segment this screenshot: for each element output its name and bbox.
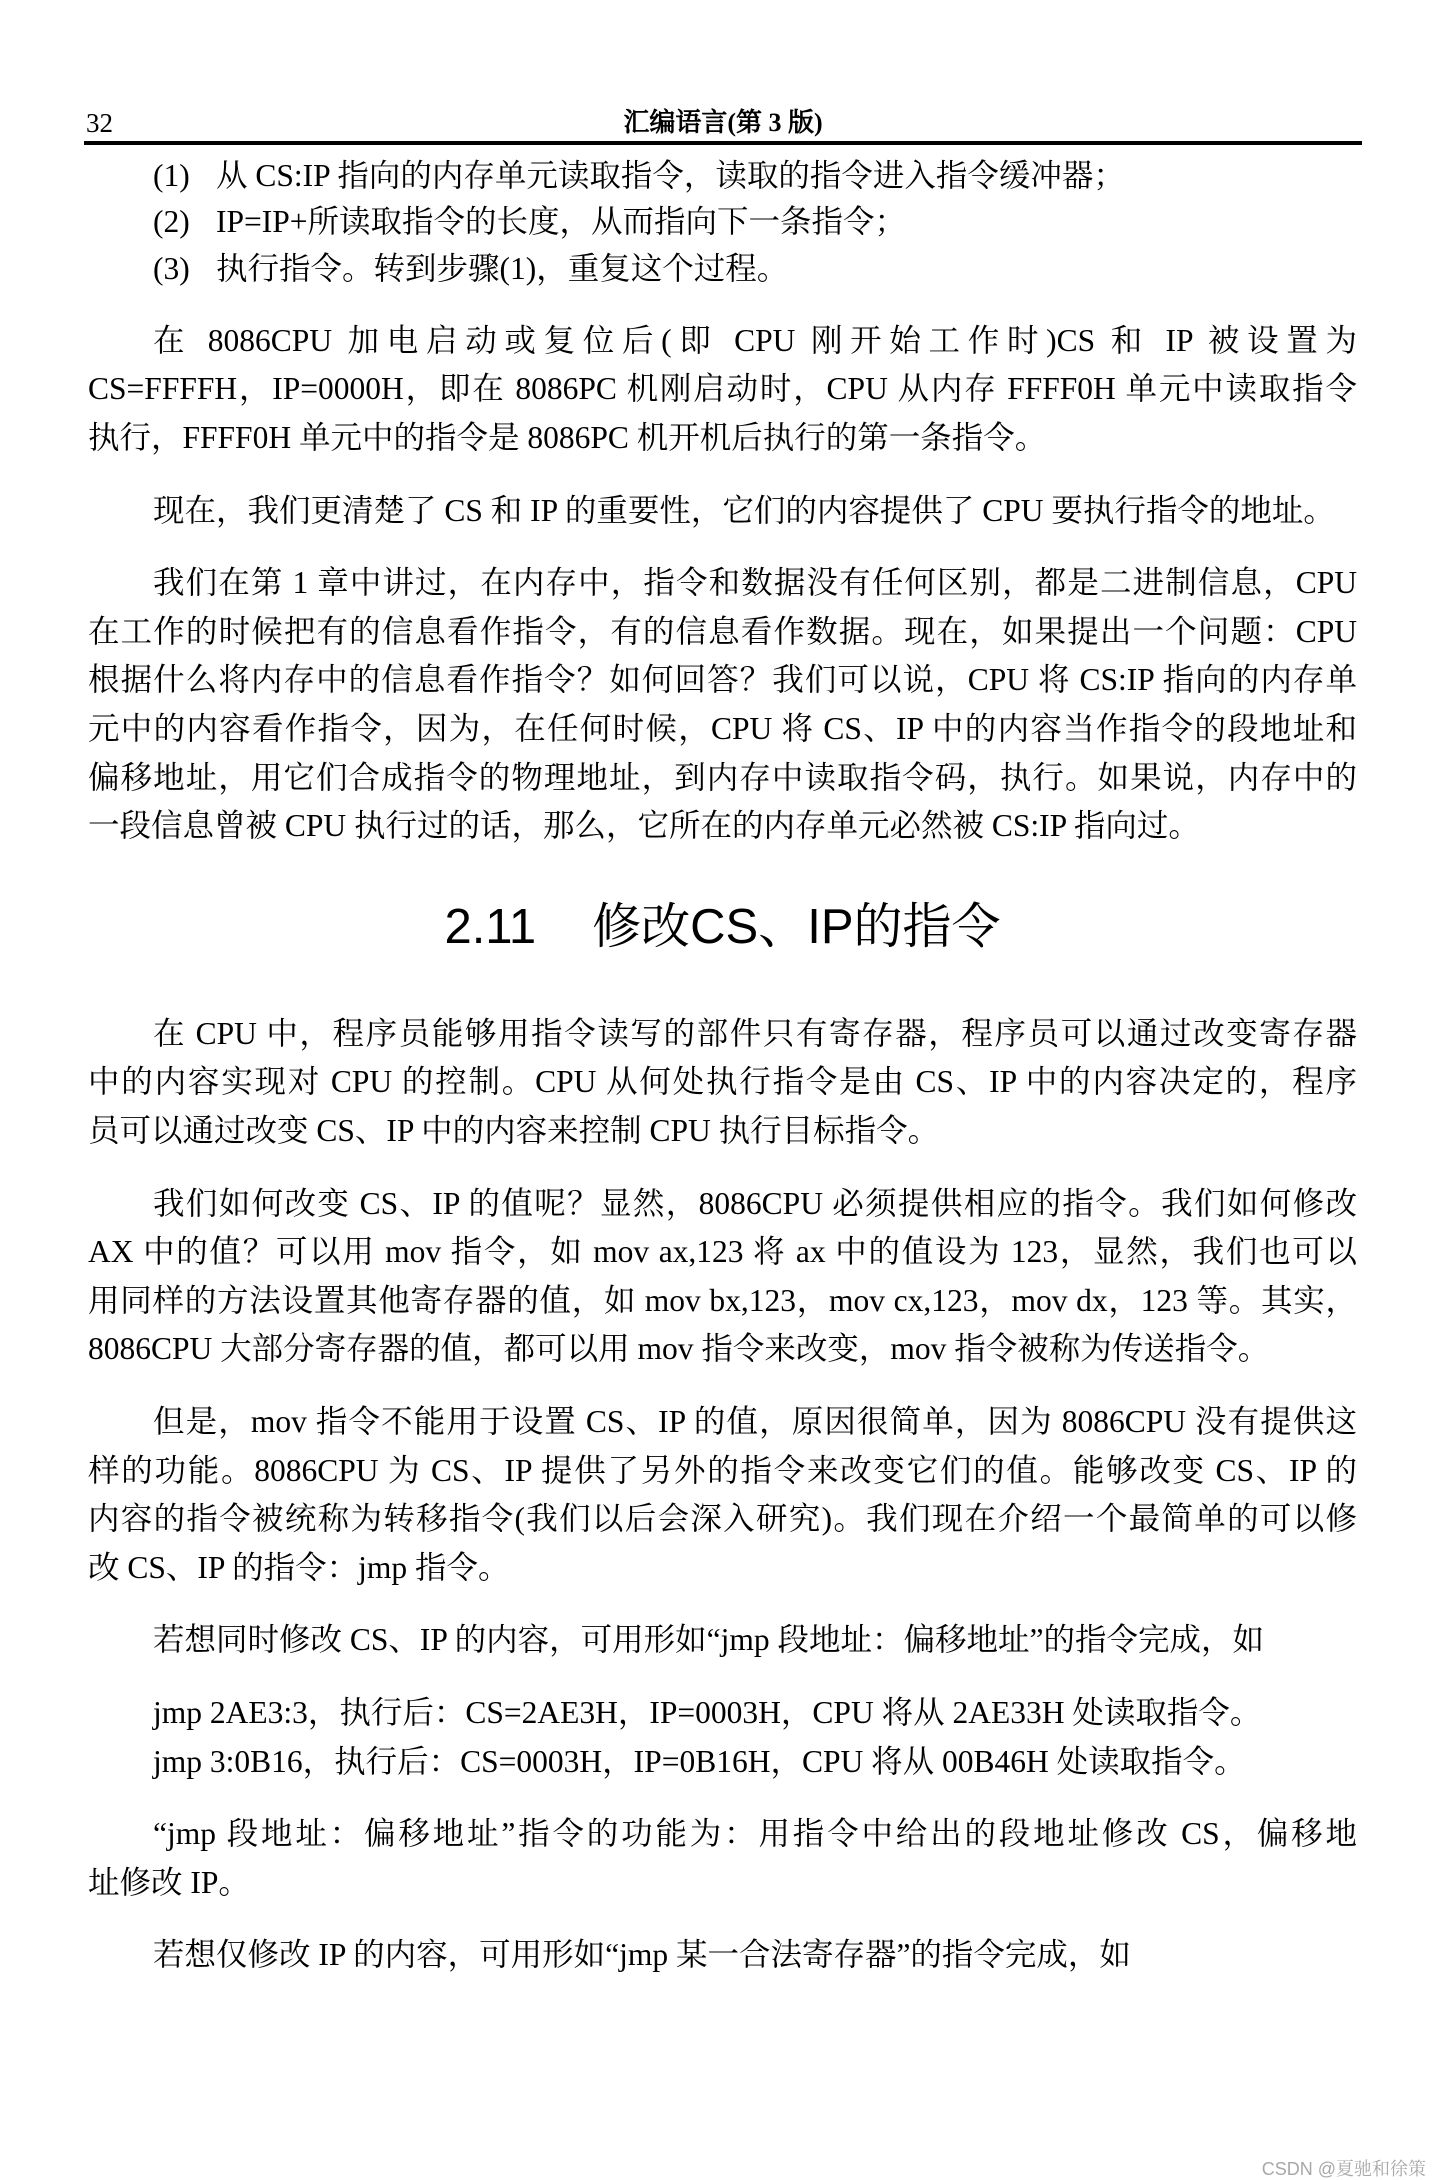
step-text: 执行指令。转到步骤(1)，重复这个过程。 [216,251,789,287]
text-line: 改 CS、IP 的指令：jmp 指令。 [88,1549,510,1585]
text-line: 在 CPU 中，程序员能够用指令读写的部件只有寄存器，程序员可以通过改变寄存器 [153,1015,1357,1051]
text-line: 若想仅修改 IP 的内容，可用形如“jmp 某一合法寄存器”的指令完成，如 [153,1937,1131,1973]
text-line: 在工作的时候把有的信息看作指令，有的信息看作数据。现在，如果提出一个问题：CPU [88,613,1357,649]
page-number: 32 [86,108,113,138]
step-item [88,246,1357,293]
text-line: 址修改 IP。 [88,1864,250,1900]
paragraph [88,1398,1357,1592]
step-list [88,153,1357,293]
text-line: 但是，mov 指令不能用于设置 CS、IP 的值，原因很简单，因为 8086CPU 没有提供这 [153,1403,1357,1439]
text-line: “jmp 段地址：偏移地址”指令的功能为：用指令中给出的段地址修改 CS，偏移地 [153,1816,1357,1852]
paragraph [88,1931,1357,1980]
step-number: (3) [153,251,190,287]
text-line: 我们如何改变 CS、IP 的值呢？显然，8086CPU 必须提供相应的指令。我们如何修改 [153,1185,1357,1221]
section-number: 2.11 [444,899,537,954]
text-line: 8086CPU 大部分寄存器的值，都可以用 mov 指令来改变，mov 指令被称为传送指令。 [88,1331,1270,1367]
header-rule [84,141,1362,145]
text-line: 员可以通过改变 CS、IP 中的内容来控制 CPU 执行目标指令。 [88,1113,940,1149]
text-line: 我们在第 1 章中讲过，在内存中，指令和数据没有任何区别，都是二进制信息，CPU [153,565,1357,601]
jmp-example-line: jmp 3:0B16，执行后：CS=0003H，IP=0B16H，CPU 将从 00B46H 处读取指令。 [153,1743,1246,1779]
step-text: IP=IP+所读取指令的长度，从而指向下一条指令； [216,204,907,240]
paragraph [88,1810,1357,1907]
text-line: 执行，FFFF0H 单元中的指令是 8086PC 机开机后执行的第一条指令。 [88,420,1047,456]
text-line: 根据什么将内存中的信息看作指令？如何回答？我们可以说，CPU 将 CS:IP 指向的内存单 [88,662,1357,698]
text-line: 中的内容实现对 CPU 的控制。CPU 从何处执行指令是由 CS、IP 中的内容决定的，程序 [88,1064,1357,1100]
text-line: 在 8086CPU 加电启动或复位后(即 CPU 刚开始工作时)CS 和 IP 被设置为 [153,322,1357,358]
text-line: 偏移地址，用它们合成指令的物理地址，到内存中读取指令码，执行。如果说，内存中的 [88,759,1357,795]
paragraph [88,317,1357,463]
text-line: 用同样的方法设置其他寄存器的值，如 mov bx,123，mov cx,123，mov dx，123 等。其实， [88,1282,1357,1318]
jmp-example-line: jmp 2AE3:3，执行后：CS=2AE3H，IP=0003H，CPU 将从 2AE33H 处读取指令。 [153,1694,1262,1730]
text-line: 元中的内容看作指令，因为，在任何时候，CPU 将 CS、IP 中的内容当作指令的段地址和 [88,711,1357,747]
paragraph [88,1616,1357,1665]
paragraph [88,487,1357,536]
paragraph [88,1010,1357,1156]
text-line: 样的功能。8086CPU 为 CS、IP 提供了另外的指令来改变它们的值。能够改变 CS、IP 的 [88,1452,1357,1488]
step-number: (2) [153,204,190,240]
watermark: CSDN @夏驰和徐策 [1261,2159,1426,2179]
running-title: 汇编语言(第 3 版) [623,108,823,137]
text-line: 一段信息曾被 CPU 执行过的话，那么，它所在的内存单元必然被 CS:IP 指向过。 [88,808,1200,844]
text-line: 若想同时修改 CS、IP 的内容，可用形如“jmp 段地址：偏移地址”的指令完成，如 [153,1622,1264,1658]
jmp-example-list [88,1689,1357,1786]
text-line: 内容的指令被统称为转移指令(我们以后会深入研究)。我们现在介绍一个最简单的可以修 [88,1501,1357,1537]
text-line: 现在，我们更清楚了 CS 和 IP 的重要性，它们的内容提供了 CPU 要执行指令的地址。 [153,492,1335,528]
text-line: AX 中的值？可以用 mov 指令，如 mov ax,123 将 ax 中的值设为 123，显然，我们也可以 [88,1234,1357,1270]
step-text: 从 CS:IP 指向的内存单元读取指令，读取的指令进入指令缓冲器； [216,157,1125,193]
step-item [88,153,1357,200]
paragraph [88,559,1357,851]
page-body [88,153,1357,1980]
step-item [88,199,1357,246]
step-number: (1) [153,157,190,193]
section-title: 修改CS、IP的指令 [592,899,1001,954]
text-line: CS=FFFFH，IP=0000H，即在 8086PC 机刚启动时，CPU 从内存 FFFF0H 单元中读取指令 [88,371,1357,407]
paragraph [88,1180,1357,1374]
section-heading [88,897,1357,957]
